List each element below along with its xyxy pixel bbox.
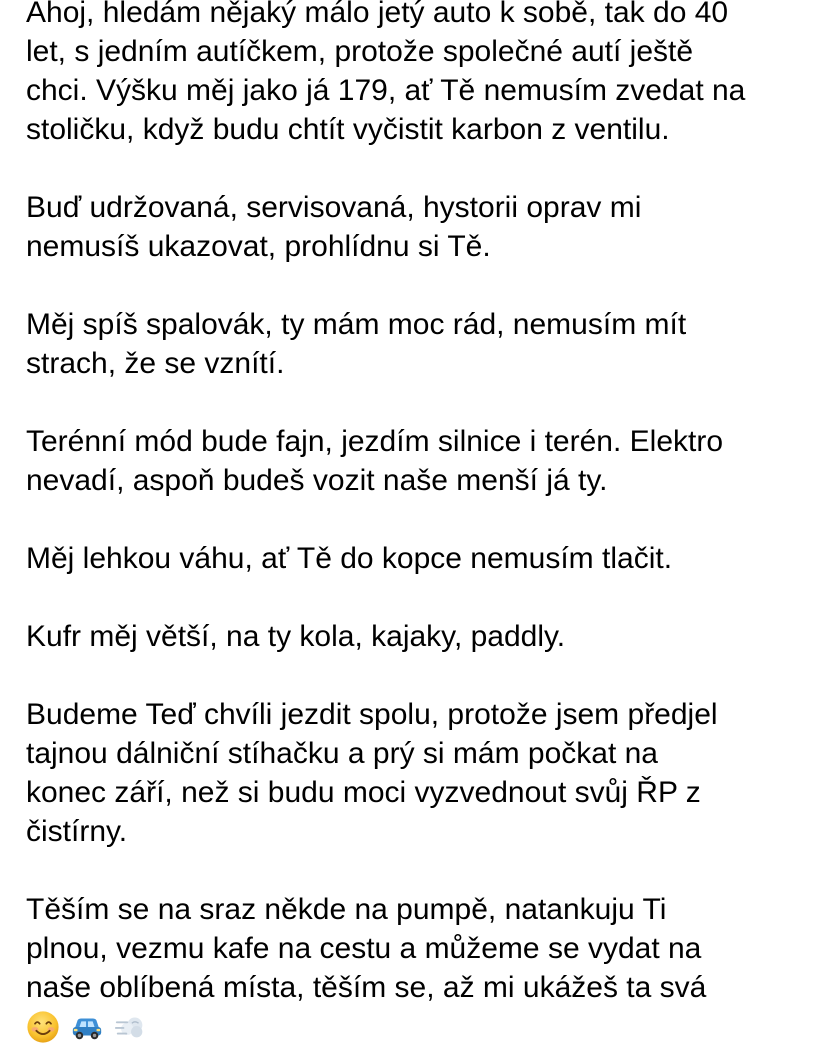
text-line: strach, že se vznítí. xyxy=(26,347,285,380)
text-line: let, s jedním autíčkem, protože společné autí ještě xyxy=(26,35,694,68)
text-line: plnou, vezmu kafe na cestu a můžeme se vydat na xyxy=(26,932,702,965)
paragraph-maintenance xyxy=(26,188,816,266)
paragraph-trunk xyxy=(26,617,816,656)
text-line: konec září, než si budu moci vyzvednout svůj ŘP z xyxy=(26,776,701,809)
text-line: čistírny. xyxy=(26,815,128,848)
note-body[interactable] xyxy=(26,0,816,1046)
paragraph-engine xyxy=(26,305,816,383)
car-emoji xyxy=(70,1010,104,1044)
text-line: Terénní mód bude fajn, jezdím silnice i terén. Elektro xyxy=(26,425,724,458)
emoji-row xyxy=(26,1007,816,1046)
smiling-face-emoji xyxy=(26,1010,60,1044)
text-line: nevadí, aspoň budeš vozit naše menší já ty. xyxy=(26,464,608,497)
text-line: naše oblíbená místa, těším se, až mi ukážeš ta svá xyxy=(26,971,707,1004)
paragraph-weight xyxy=(26,539,816,578)
text-line: tajnou dálniční stíhačku a prý si mám počkat na xyxy=(26,737,658,770)
dash-emoji xyxy=(114,1010,148,1044)
text-line: Měj spíš spalovák, ty mám moc rád, nemusím mít xyxy=(26,308,687,341)
text-line: Kufr měj větší, na ty kola, kajaky, paddly. xyxy=(26,620,566,653)
paragraph-license xyxy=(26,695,816,851)
text-line: Těším se na sraz někde na pumpě, natankuju Ti xyxy=(26,893,667,926)
text-line: nemusíš ukazovat, prohlídnu si Tě. xyxy=(26,230,491,263)
text-line: stoličku, když budu chtít vyčistit karbon z ventilu. xyxy=(26,113,670,146)
paragraph-intro xyxy=(26,0,816,149)
text-line: chci. Výšku měj jako já 179, ať Tě nemusím zvedat na xyxy=(26,74,746,107)
paragraph-terrain xyxy=(26,422,816,500)
paragraph-meetup xyxy=(26,890,816,1046)
text-line: Měj lehkou váhu, ať Tě do kopce nemusím tlačit. xyxy=(26,542,673,575)
text-line: Buď udržovaná, servisovaná, hystorii oprav mi xyxy=(26,191,642,224)
text-line: Budeme Teď chvíli jezdit spolu, protože jsem předjel xyxy=(26,698,718,731)
text-line: Ahoj, hledám nějaký málo jetý auto k sobě, tak do 40 xyxy=(26,0,729,29)
